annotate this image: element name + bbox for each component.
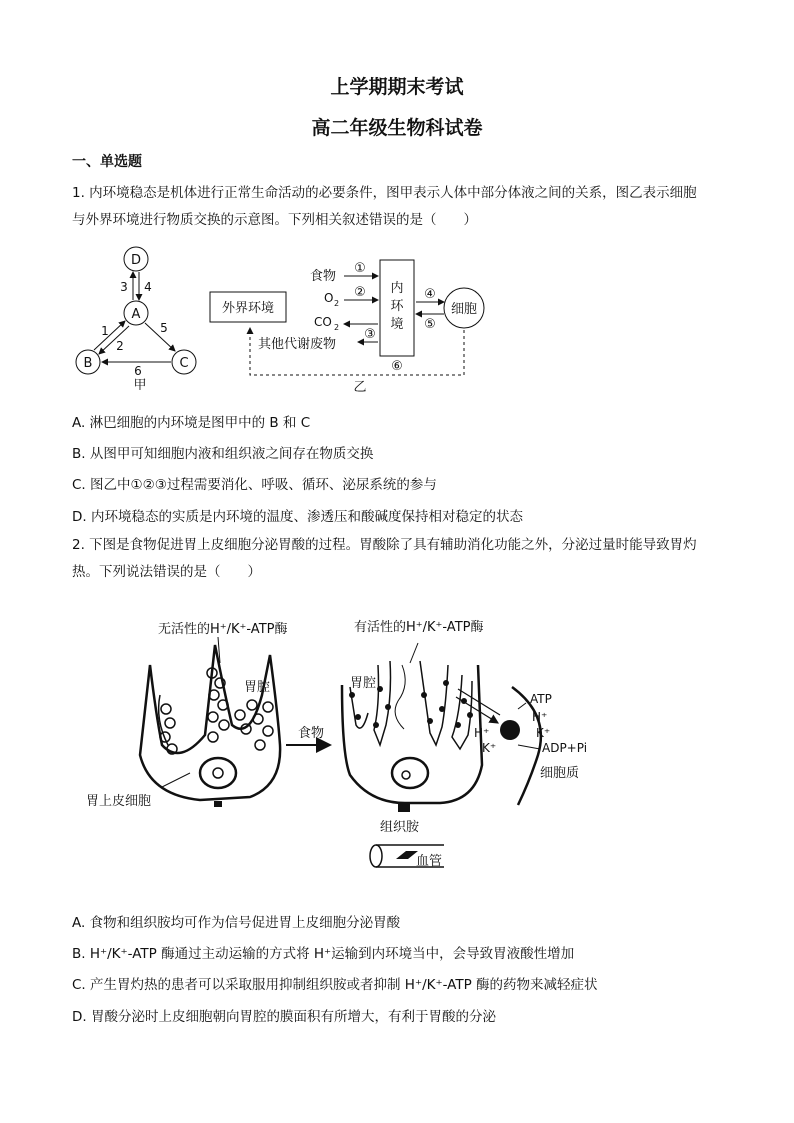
q1-stem-line1: 1. 内环境稳态是机体进行正常生命活动的必要条件，图甲表示人体中部分体液之间的关系，图乙表示细胞 xyxy=(72,185,697,201)
cytoplasm-label: 细胞质 xyxy=(540,766,580,781)
edge-label-5: 5 xyxy=(160,321,168,335)
inactive-nucleus xyxy=(200,758,236,788)
num-2: ② xyxy=(354,285,366,300)
edge-label-2: 2 xyxy=(116,339,124,353)
h-plus-label: H⁺ xyxy=(474,726,490,740)
section-heading: 一、单选题 xyxy=(72,154,142,170)
co2-label: CO xyxy=(314,315,332,329)
outside-env-label: 外界环境 xyxy=(221,301,275,316)
cell-label: 细胞 xyxy=(450,302,478,317)
edge-label-6: 6 xyxy=(134,364,142,378)
o2-sub: 2 xyxy=(334,299,340,308)
num-1: ① xyxy=(354,261,366,276)
q2-stem-line1: 2. 下图是食物促进胃上皮细胞分泌胃酸的过程。胃酸除了具有辅助消化功能之外，分泌过量时能导致胃灼 xyxy=(72,537,697,553)
vessel-label: 血管 xyxy=(416,854,443,869)
q1-stem-line2: 与外界环境进行物质交换的示意图。下列相关叙述错误的是（ ） xyxy=(72,212,477,228)
lumen-left-label: 胃腔 xyxy=(244,680,271,695)
exam-title: 上学期期末考试 xyxy=(330,76,464,98)
q1-option-a[interactable]: A. 淋巴细胞的内环境是图甲中的 B 和 C xyxy=(72,415,311,431)
num-4: ④ xyxy=(424,287,436,302)
node-b-label: B xyxy=(83,356,93,371)
h-plus-out-label: H⁺ xyxy=(532,710,548,724)
num-6: ⑥ xyxy=(391,359,403,374)
q2-stem-line2: 热。下列说法错误的是（ ） xyxy=(72,564,261,580)
inner-env-char-1: 内 xyxy=(390,281,404,296)
num-5: ⑤ xyxy=(424,317,436,332)
node-d-label: D xyxy=(130,253,142,268)
q2-figure xyxy=(80,605,640,890)
adp-label: ADP+Pi xyxy=(542,741,588,755)
active-enzyme-label: 有活性的H⁺/K⁺-ATP酶 xyxy=(354,620,484,635)
edge-label-1: 1 xyxy=(101,324,109,338)
k-plus-label: K⁺ xyxy=(482,741,497,755)
fig-yi-caption: 乙 xyxy=(353,380,367,395)
histamine-label: 组织胺 xyxy=(380,820,420,835)
num-3: ③ xyxy=(364,327,376,342)
q1-option-b[interactable]: B. 从图甲可知细胞内液和组织液之间存在物质交换 xyxy=(72,446,374,462)
inner-env-char-3: 境 xyxy=(390,317,404,332)
inner-env-char-2: 环 xyxy=(390,299,404,314)
q1-stem xyxy=(72,180,732,234)
fig-jia-caption: 甲 xyxy=(133,378,147,390)
q1-option-c[interactable]: C. 图乙中①②③过程需要消化、呼吸、循环、泌尿系统的参与 xyxy=(72,477,437,493)
q2-option-c[interactable]: C. 产生胃灼热的患者可以采取服用抑制组织胺或者抑制 H⁺/K⁺-ATP 酶的药物来减轻症状 xyxy=(72,977,598,993)
edge-label-4: 4 xyxy=(144,280,152,294)
q2-option-b[interactable]: B. H⁺/K⁺-ATP 酶通过主动运输的方式将 H⁺运输到内环境当中，会导致胃液酸性增加 xyxy=(72,946,575,962)
co2-sub: 2 xyxy=(334,323,340,332)
edge-label-3: 3 xyxy=(120,280,128,294)
q2-option-a[interactable]: A. 食物和组织胺均可作为信号促进胃上皮细胞分泌胃酸 xyxy=(72,915,401,931)
lumen-right-label: 胃腔 xyxy=(350,676,377,691)
q2-stem xyxy=(72,532,732,586)
k-plus-in-label: K⁺ xyxy=(536,726,551,740)
q1-figure-jia xyxy=(60,240,220,390)
atp-label: ATP xyxy=(530,692,552,706)
q1-option-d[interactable]: D. 内环境稳态的实质是内环境的温度、渗透压和酸碱度保持相对稳定的状态 xyxy=(72,509,523,525)
o2-label: O xyxy=(324,291,334,305)
pump-icon xyxy=(500,720,520,740)
inactive-enzyme-label: 无活性的H⁺/K⁺-ATP酶 xyxy=(158,622,288,637)
q2-option-d[interactable]: D. 胃酸分泌时上皮细胞朝向胃腔的膜面积有所增大，有利于胃酸的分泌 xyxy=(72,1009,496,1025)
food-label: 食物 xyxy=(298,726,325,741)
q1-figure-yi xyxy=(200,250,500,400)
food-label: 食物 xyxy=(310,269,337,284)
node-a-label: A xyxy=(131,307,141,322)
epithelial-label: 胃上皮细胞 xyxy=(86,794,152,809)
exam-subtitle: 高二年级生物科试卷 xyxy=(311,117,483,139)
node-c-label: C xyxy=(179,356,189,371)
waste-label: 其他代谢废物 xyxy=(258,337,337,352)
